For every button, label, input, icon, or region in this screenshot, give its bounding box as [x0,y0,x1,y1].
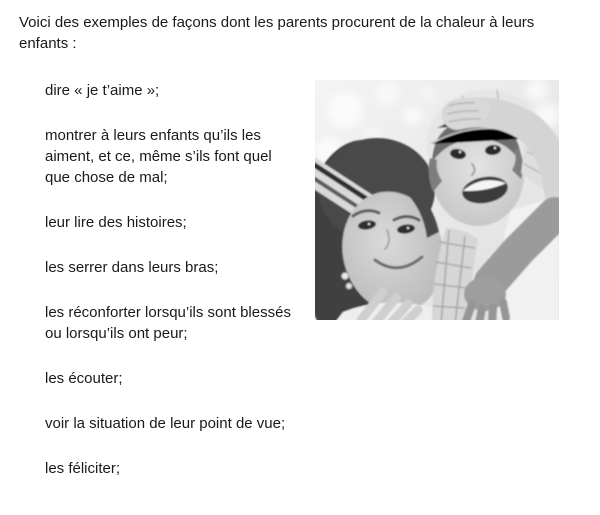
list-item: voir la situation de leur point de vue; [45,415,286,432]
list-item: les réconforter lorsqu’ils sont blessés ou lorsqu’ils ont peur; [45,304,291,342]
mother-child-photo-art [315,80,559,320]
intro-paragraph: Voici des exemples de façons dont les parents procurent de la chaleur à leurs enfants : [19,14,535,52]
list-item: montrer à leurs enfants qu’ils les aiment, et ce, même s’ils font quel que chose de mal; [45,127,272,186]
list-item: leur lire des histoires; [45,214,187,231]
mother-child-photo [315,80,559,320]
list-item: dire « je t’aime »; [45,82,160,99]
list-item: les féliciter; [45,460,121,477]
child-figure [426,89,559,320]
list-item: les serrer dans leurs bras; [45,259,219,276]
warmth-examples-list [19,80,580,479]
list-item: les écouter; [45,370,123,387]
